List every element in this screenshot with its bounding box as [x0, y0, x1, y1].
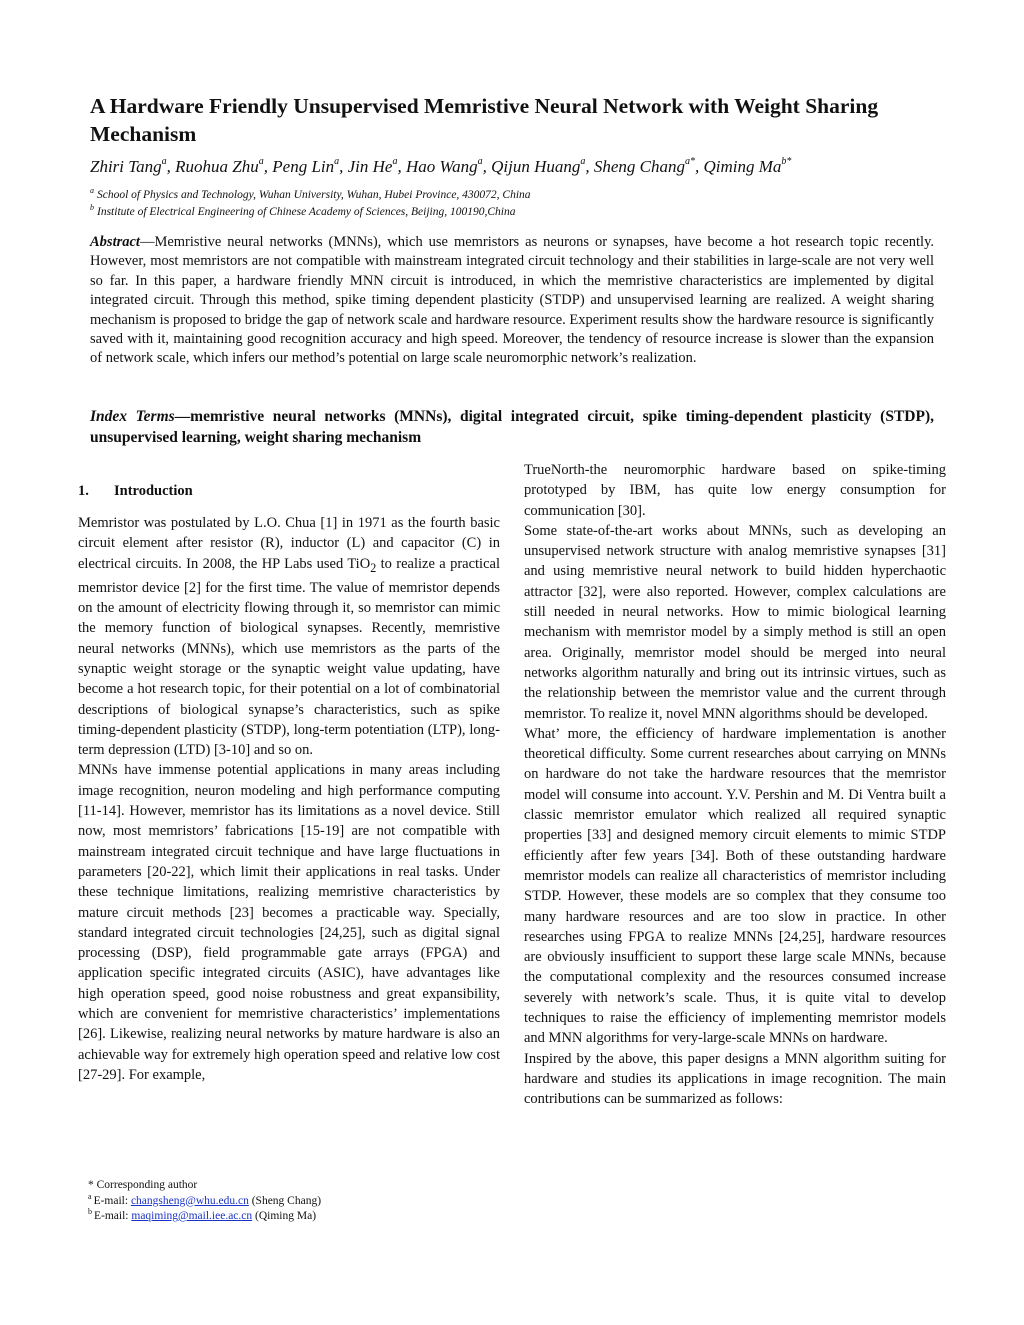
- affiliation-text: School of Physics and Technology, Wuhan University, Wuhan, Hubei Province, 430072, China: [97, 189, 531, 201]
- footnotes: [88, 1178, 488, 1225]
- paragraph: Inspired by the above, this paper designs a MNN algorithm suiting for hardware and studies its applications in image recognition. The main contributions can be summarized as follows:: [524, 1050, 946, 1108]
- paragraph: What’ more, the efficiency of hardware implementation is another theoretical difficulty. Some current researches about carrying on MNNs on hardware do not take the hardware resources that the memristor model will consume into account. Y.V. Pershin and M. Di Ventra built a classic memristor emulator which realized all required synaptic properties [33] and designed memory circuit elements to mimic STDP efficiently after few years [34]. Both of these outstanding hardware memristor models can realize all characteristics of memristor including STDP. However, these models are so complex that they consume too many hardware resources and are too slow in practice. In other researches using FPGA to realize MNNs [24,25], hardware resources are obviously insufficient to support these large scale MNNs, because the computational complexity and the resources consumed increase severely with network’s scale. Thus, it is quite vital to develop techniques to raise the efficiency of implementing memristor models and MNN algorithms for very-large-scale MNNs on hardware.: [524, 725, 946, 1047]
- author-name: Qijun Huang: [491, 157, 581, 176]
- paragraph-text: to realize a practical memristor device [2] for the first time. The value of memristor depends on the amount of electricity flowing through it, so memristor can mimic the memory function of biological synapses. Recently, memristive neural networks (MNNs), which use memristors as the parts of the synaptic weight storage or the synaptic weight value updating, have become a hot research topic, for their potential on a lot of combinatorial descriptions of biological synapse’s characteristics, such as spike timing-dependent plasticity (STDP), long-term potentiation (LTP), long-term depression (LTD) [3-10] and so on.: [78, 555, 500, 759]
- author-affiliation-mark: a: [161, 156, 167, 167]
- index-terms-text: —memristive neural networks (MNNs), digital integrated circuit, spike timing-dependent plasticity (STDP), unsupervised learning, weight sharing mechanism: [90, 408, 934, 446]
- footnote-mark: b: [88, 1207, 92, 1216]
- section-title: Introduction: [114, 483, 193, 499]
- index-terms-label: Index Terms: [90, 408, 175, 425]
- paragraph: Some state-of-the-art works about MNNs, such as developing an unsupervised network structure with analog memristive synapses [31] and using memristive neural network to build hidden hyperchaotic attractor [32], were also reported. However, complex calculations are still needed in neural networks. How to mimic biological learning mechanism with memristor model by a simply method is still an open area. Originally, memristor model should be merged into neural networks algorithm naturally and bring out its intrinsic virtues, such as the relationship between the memristor value and the current through memristor. To realize it, novel MNN algorithms should be developed.: [524, 522, 946, 722]
- author-name: Sheng Chang: [593, 157, 685, 176]
- author-affiliation-mark: a: [580, 156, 586, 167]
- author-name: Jin He: [347, 157, 393, 176]
- author-name: Qiming Ma: [703, 157, 782, 176]
- paper-title: A Hardware Friendly Unsupervised Memristive Neural Network with Weight Sharing Mechanism: [90, 94, 879, 146]
- abstract: [90, 233, 934, 369]
- author-affiliation-mark: a: [334, 156, 340, 167]
- author-affiliation-mark: a: [392, 156, 398, 167]
- email-footnote-b: [88, 1209, 488, 1225]
- author-affiliation-mark: b*: [781, 156, 792, 167]
- email-owner: (Qiming Ma): [255, 1210, 317, 1222]
- affiliation-mark: b: [90, 203, 94, 212]
- email-link-sheng-chang[interactable]: changsheng@whu.edu.cn: [130, 1194, 249, 1207]
- abstract-label: Abstract: [90, 234, 140, 250]
- author-name: Hao Wang: [405, 157, 478, 176]
- author-name: Peng Lin: [272, 157, 335, 176]
- footnote-mark: a: [88, 1191, 92, 1201]
- corresponding-author-note: * Corresponding author: [88, 1179, 198, 1191]
- paragraph-text: Memristor was postulated by L.O. Chua [1] in 1971 as the fourth basic circuit element after resistor (R), inductor (L) and capacitor (C) in electrical circuits. In 2008, the HP Labs used TiO: [78, 515, 500, 572]
- email-label: E-mail:: [94, 1210, 129, 1222]
- index-terms: [90, 407, 934, 448]
- author-list: Zhiri Tang$^a$, Ruohua Zhu$^a$, Peng Lin$^a$, Jin He$^a$, Hao Wang$^a$, Qijun Huang$^a$, Sheng Chang$^{a*}$, Qiming $Ma^{b*}$: [90, 156, 792, 176]
- email-link-qiming-ma[interactable]: maqiming@mail.iee.ac.cn: [131, 1210, 253, 1222]
- abstract-text: —Memristive neural networks (MNNs), which use memristors as neurons or synapses, have become a hot research topic recently. However, most memristors are not compatible with mainstream integrated circuit technology and their stabilities in large-scale are not very well so far. In this paper, a hardware friendly MNN circuit is introduced, in which the memristive characteristics are implemented by digital integrated circuit. Through this method, spike timing dependent plasticity (STDP) and unsupervised learning are realized. A weight sharing mechanism is proposed to bridge the gap of network scale and hardware resource. Experiment results show the hardware resource is significantly saved with it, maintaining good recognition accuracy and high speed. Moreover, the tendency of resource increase is slower than the expansion of network scale, which infers our method’s potential on large scale neuromorphic network’s realization.: [90, 234, 934, 367]
- section-number: 1.: [78, 483, 89, 499]
- paragraph: TrueNorth-the neuromorphic hardware based on spike-timing prototyped by IBM, has quite low energy consumption for communication [30].: [524, 462, 946, 519]
- right-column: [524, 460, 946, 1110]
- affiliation-b: [90, 205, 950, 220]
- email-footnote-a: [88, 1191, 488, 1210]
- affiliation-mark: a: [90, 186, 94, 195]
- email-label: E-mail:: [93, 1194, 129, 1207]
- email-owner: (Sheng Chang): [251, 1194, 322, 1207]
- section-heading-introduction: [78, 481, 193, 501]
- author-affiliation-mark: a: [258, 156, 264, 167]
- affiliation-text: Institute of Electrical Engineering of Chinese Academy of Sciences, Beijing, 100190,China: [97, 206, 516, 218]
- left-column: [78, 513, 500, 1085]
- paragraph: [78, 513, 500, 760]
- subscript: 2: [370, 560, 377, 575]
- author-name: Ruohua Zhu: [175, 157, 259, 176]
- author-name: Zhiri Tang: [90, 157, 162, 176]
- author-affiliation-mark: a*: [685, 156, 695, 167]
- author-affiliation-mark: a: [477, 156, 483, 167]
- affiliation-a: [90, 188, 950, 203]
- paragraph: MNNs have immense potential applications in many areas including image recognition, neuron modeling and high performance computing [11-14]. However, memristor has its limitations as a novel device. Still now, most memristors’ fabrications [15-19] are not compatible with mainstream integrated circuit technique and have large fluctuations in parameters [20-22], which limit their applications in real tasks. Under these technique limitations, realizing memristive characteristics by mature circuit methods [23] becomes a practicable way. Specially, standard integrated circuit technologies [24,25], such as digital signal processing (DSP), field programmable gate arrays (FPGA) and application specific integrated circuits (ASIC), have advantages like high operation speed, good noise robustness and great expansibility, which are convenient for memristive characteristics’ implementations [26]. Likewise, realizing neural networks by mature hardware is also an achievable way for extremely high operation speed and relative low cost [27-29]. For example,: [78, 762, 500, 1083]
